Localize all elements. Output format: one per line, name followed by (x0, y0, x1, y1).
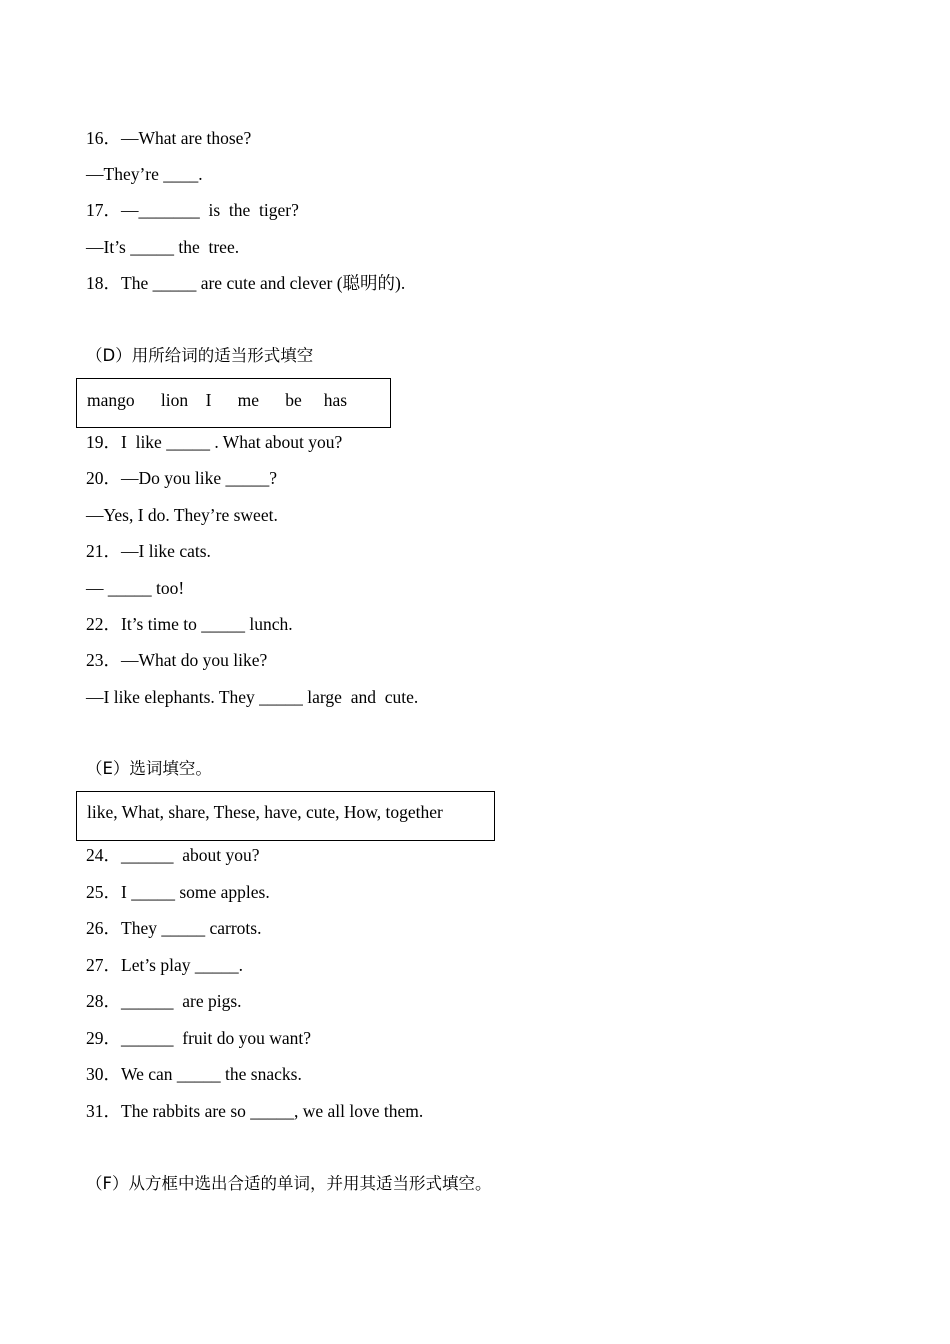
question-31: 31．The rabbits are so _____, we all love them. (86, 1101, 424, 1121)
question-25: 25．I _____ some apples. (86, 882, 270, 902)
question-20-line-2: —Yes, I do. They’re sweet. (86, 505, 278, 525)
question-28: 28．______ are pigs. (86, 991, 242, 1011)
question-23-line-2: —I like elephants. They _____ large and cute. (86, 687, 419, 707)
question-27: 27．Let’s play _____. (86, 955, 243, 975)
section-f-heading: （F）从方框中选出合适的单词，并用其适当形式填空。 (86, 1174, 492, 1193)
section-d-word-box (76, 378, 391, 428)
question-21-line-2: — _____ too! (86, 578, 185, 598)
question-26: 26．They _____ carrots. (86, 918, 262, 938)
section-e-heading: （E）选词填空。 (86, 759, 212, 778)
question-17-line-2: —It’s _____ the tree. (86, 237, 240, 257)
question-29: 29．______ fruit do you want? (86, 1028, 312, 1048)
question-24: 24．______ about you? (86, 845, 260, 865)
question-16-line-2: —They’re ____. (86, 164, 203, 184)
question-30: 30．We can _____ the snacks. (86, 1064, 302, 1084)
question-16-line-1: 16．—What are those? (86, 128, 252, 148)
question-19: 19．I like _____ . What about you? (86, 432, 343, 452)
section-e-word-box (76, 791, 495, 841)
question-17-line-1: 17．—_______ is the tiger? (86, 200, 299, 220)
question-20-line-1: 20．—Do you like _____? (86, 468, 278, 488)
question-21-line-1: 21．—I like cats. (86, 541, 211, 561)
question-23-line-1: 23．—What do you like? (86, 650, 268, 670)
section-d-heading: （D）用所给词的适当形式填空 (86, 346, 314, 365)
question-22: 22．It’s time to _____ lunch. (86, 614, 293, 634)
section-d-word-list: mango lion I me be has (87, 390, 348, 410)
section-e-word-list: like, What, share, These, have, cute, How, together (87, 802, 443, 822)
question-18: 18．The _____ are cute and clever (聪明的). (86, 273, 406, 293)
